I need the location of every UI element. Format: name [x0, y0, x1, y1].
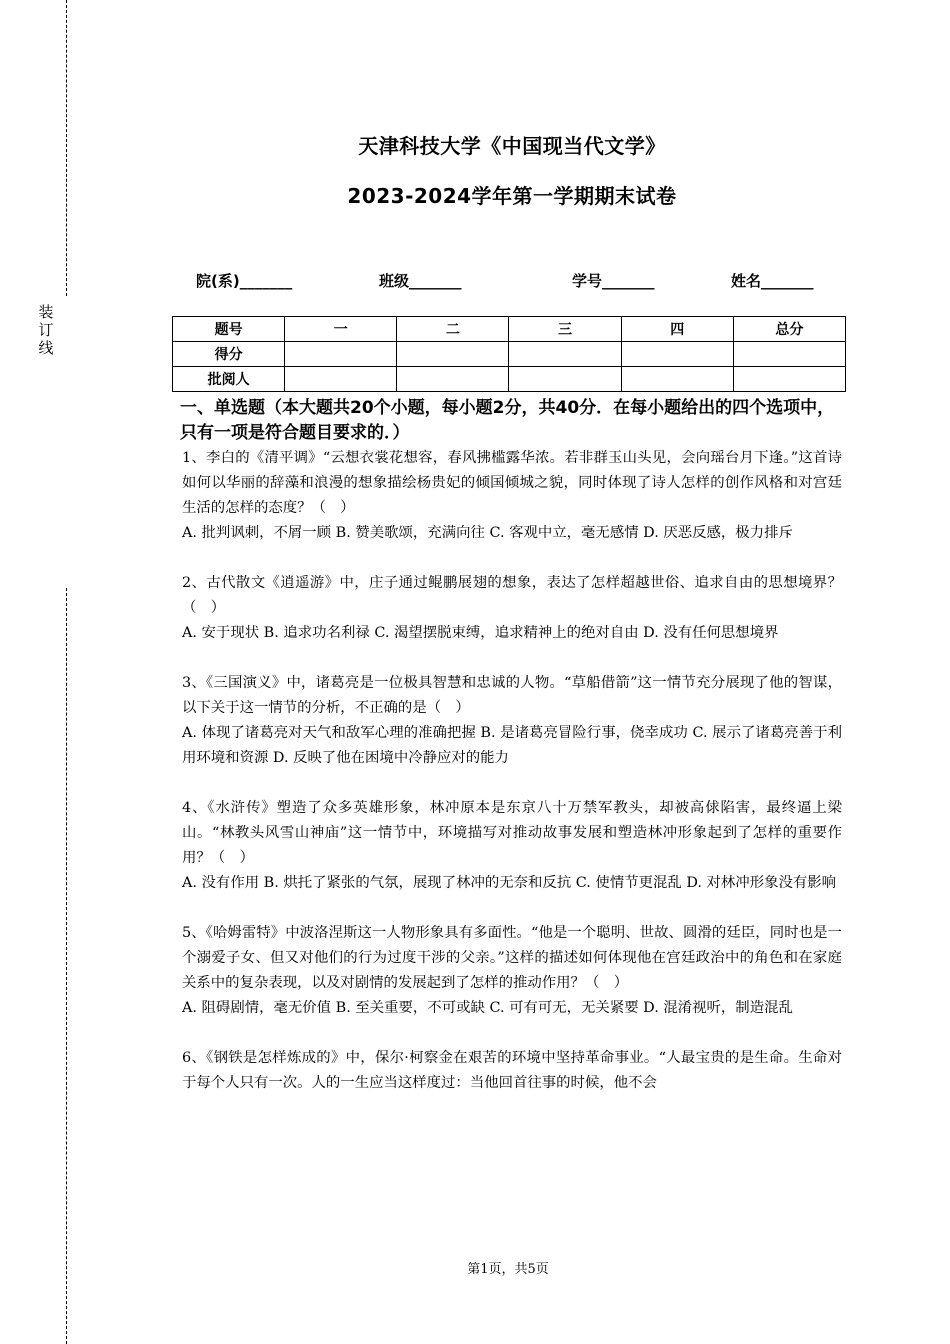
question-6 — [182, 1046, 842, 1096]
question-1 — [182, 446, 842, 546]
score-table-header-row — [173, 317, 846, 342]
grader-cell[interactable] — [397, 367, 509, 392]
question-stem: 3、《三国演义》中，诸葛亮是一位极具智慧和忠诚的人物。“草船借箭”这一情节充分展现了他的智谋，以下关于这一情节的分析，不正确的是（ ） — [182, 675, 842, 716]
question-4 — [182, 796, 842, 896]
dept-field: 院(系)_______ — [196, 272, 293, 290]
student-id-field: 学号_______ — [572, 272, 655, 290]
score-cell[interactable] — [509, 342, 621, 367]
header-cell: 二 — [397, 317, 509, 342]
score-cell[interactable] — [733, 342, 845, 367]
grader-row — [173, 367, 846, 392]
page-number: 第1页，共5页 — [467, 1262, 549, 1277]
class-field: 班级_______ — [379, 272, 462, 290]
question-3 — [182, 671, 842, 771]
exam-subtitle: 2023-2024学年第一学期期末试卷 — [347, 184, 677, 208]
question-options: A. 阻碍剧情，毫无价值 B. 至关重要，不可或缺 C. 可有可无，无关紧要 D. 混淆视听，制造混乱 — [182, 1000, 793, 1016]
question-options: A. 安于现状 B. 追求功名利禄 C. 渴望摆脱束缚，追求精神上的绝对自由 D. 没有任何思想境界 — [182, 625, 779, 641]
header-cell: 总分 — [733, 317, 845, 342]
question-options: A. 没有作用 B. 烘托了紧张的气氛，展现了林冲的无奈和反抗 C. 使情节更混乱 D. 对林冲形象没有影响 — [182, 875, 837, 891]
header-cell: 三 — [509, 317, 621, 342]
question-stem: 2、古代散文《逍遥游》中，庄子通过鲲鹏展翅的想象，表达了怎样超越世俗、追求自由的思想境界？（ ） — [182, 575, 842, 616]
question-5 — [182, 921, 842, 1021]
grader-cell[interactable] — [733, 367, 845, 392]
score-table — [172, 316, 846, 392]
score-row — [173, 342, 846, 367]
question-options: A. 批判讽刺，不屑一顾 B. 赞美歌颂，充满向往 C. 客观中立，毫无感情 D. 厌恶反感，极力排斥 — [182, 525, 793, 541]
binding-char: 订 — [38, 321, 54, 339]
header-cell: 四 — [621, 317, 733, 342]
section-heading: 一、单选题（本大题共20个小题，每小题2分，共40分．在每小题给出的四个选项中，只有一项是符合题目要求的．） — [180, 398, 835, 443]
question-list — [182, 446, 842, 1121]
binding-label — [36, 303, 56, 357]
score-cell[interactable] — [285, 342, 397, 367]
name-field: 姓名_______ — [731, 272, 814, 290]
binding-char: 装 — [38, 303, 54, 321]
score-cell[interactable] — [397, 342, 509, 367]
binding-dashed-line-bottom — [66, 588, 67, 1344]
question-2 — [182, 571, 842, 646]
row-label: 批阅人 — [173, 367, 285, 392]
question-stem: 5、《哈姆雷特》中波洛涅斯这一人物形象具有多面性。“他是一个聪明、世故、圆滑的廷臣，同时也是一个溺爱子女、但又对他们的行为过度干涉的父亲。”这样的描述如何体现他在宫廷政治中的角色和在家庭关系中的复杂表现，以及对剧情的发展起到了怎样的推动作用？（ ） — [182, 925, 842, 991]
question-stem: 6、《钢铁是怎样炼成的》中，保尔·柯察金在艰苦的环境中坚持革命事业。“人最宝贵的是生命。生命对于每个人只有一次。人的一生应当这样度过：当他回首往事的时候，他不会 — [182, 1050, 842, 1091]
question-options: A. 体现了诸葛亮对天气和敌军心理的准确把握 B. 是诸葛亮冒险行事，侥幸成功 C. 展示了诸葛亮善于利用环境和资源 D. 反映了他在困境中冷静应对的能力 — [182, 725, 842, 766]
grader-cell[interactable] — [285, 367, 397, 392]
score-cell[interactable] — [621, 342, 733, 367]
row-label: 得分 — [173, 342, 285, 367]
grader-cell[interactable] — [509, 367, 621, 392]
question-stem: 1、李白的《清平调》“云想衣裳花想容，春风拂槛露华浓。若非群玉山头见，会向瑶台月下逢。”这首诗如何以华丽的辞藻和浪漫的想象描绘杨贵妃的倾国倾城之貌，同时体现了诗人怎样的创作风格和对宫廷生活的怎样的态度？（ ） — [182, 450, 842, 516]
header-cell: 一 — [285, 317, 397, 342]
question-stem: 4、《水浒传》塑造了众多英雄形象，林冲原本是东京八十万禁军教头，却被高俅陷害，最终逼上梁山。“林教头风雪山神庙”这一情节中，环境描写对推动故事发展和塑造林冲形象起到了怎样的重要作用？（ ） — [182, 800, 842, 866]
exam-title: 天津科技大学《中国现当代文学》 — [358, 134, 666, 158]
binding-char: 线 — [38, 339, 54, 357]
header-cell: 题号 — [173, 317, 285, 342]
grader-cell[interactable] — [621, 367, 733, 392]
